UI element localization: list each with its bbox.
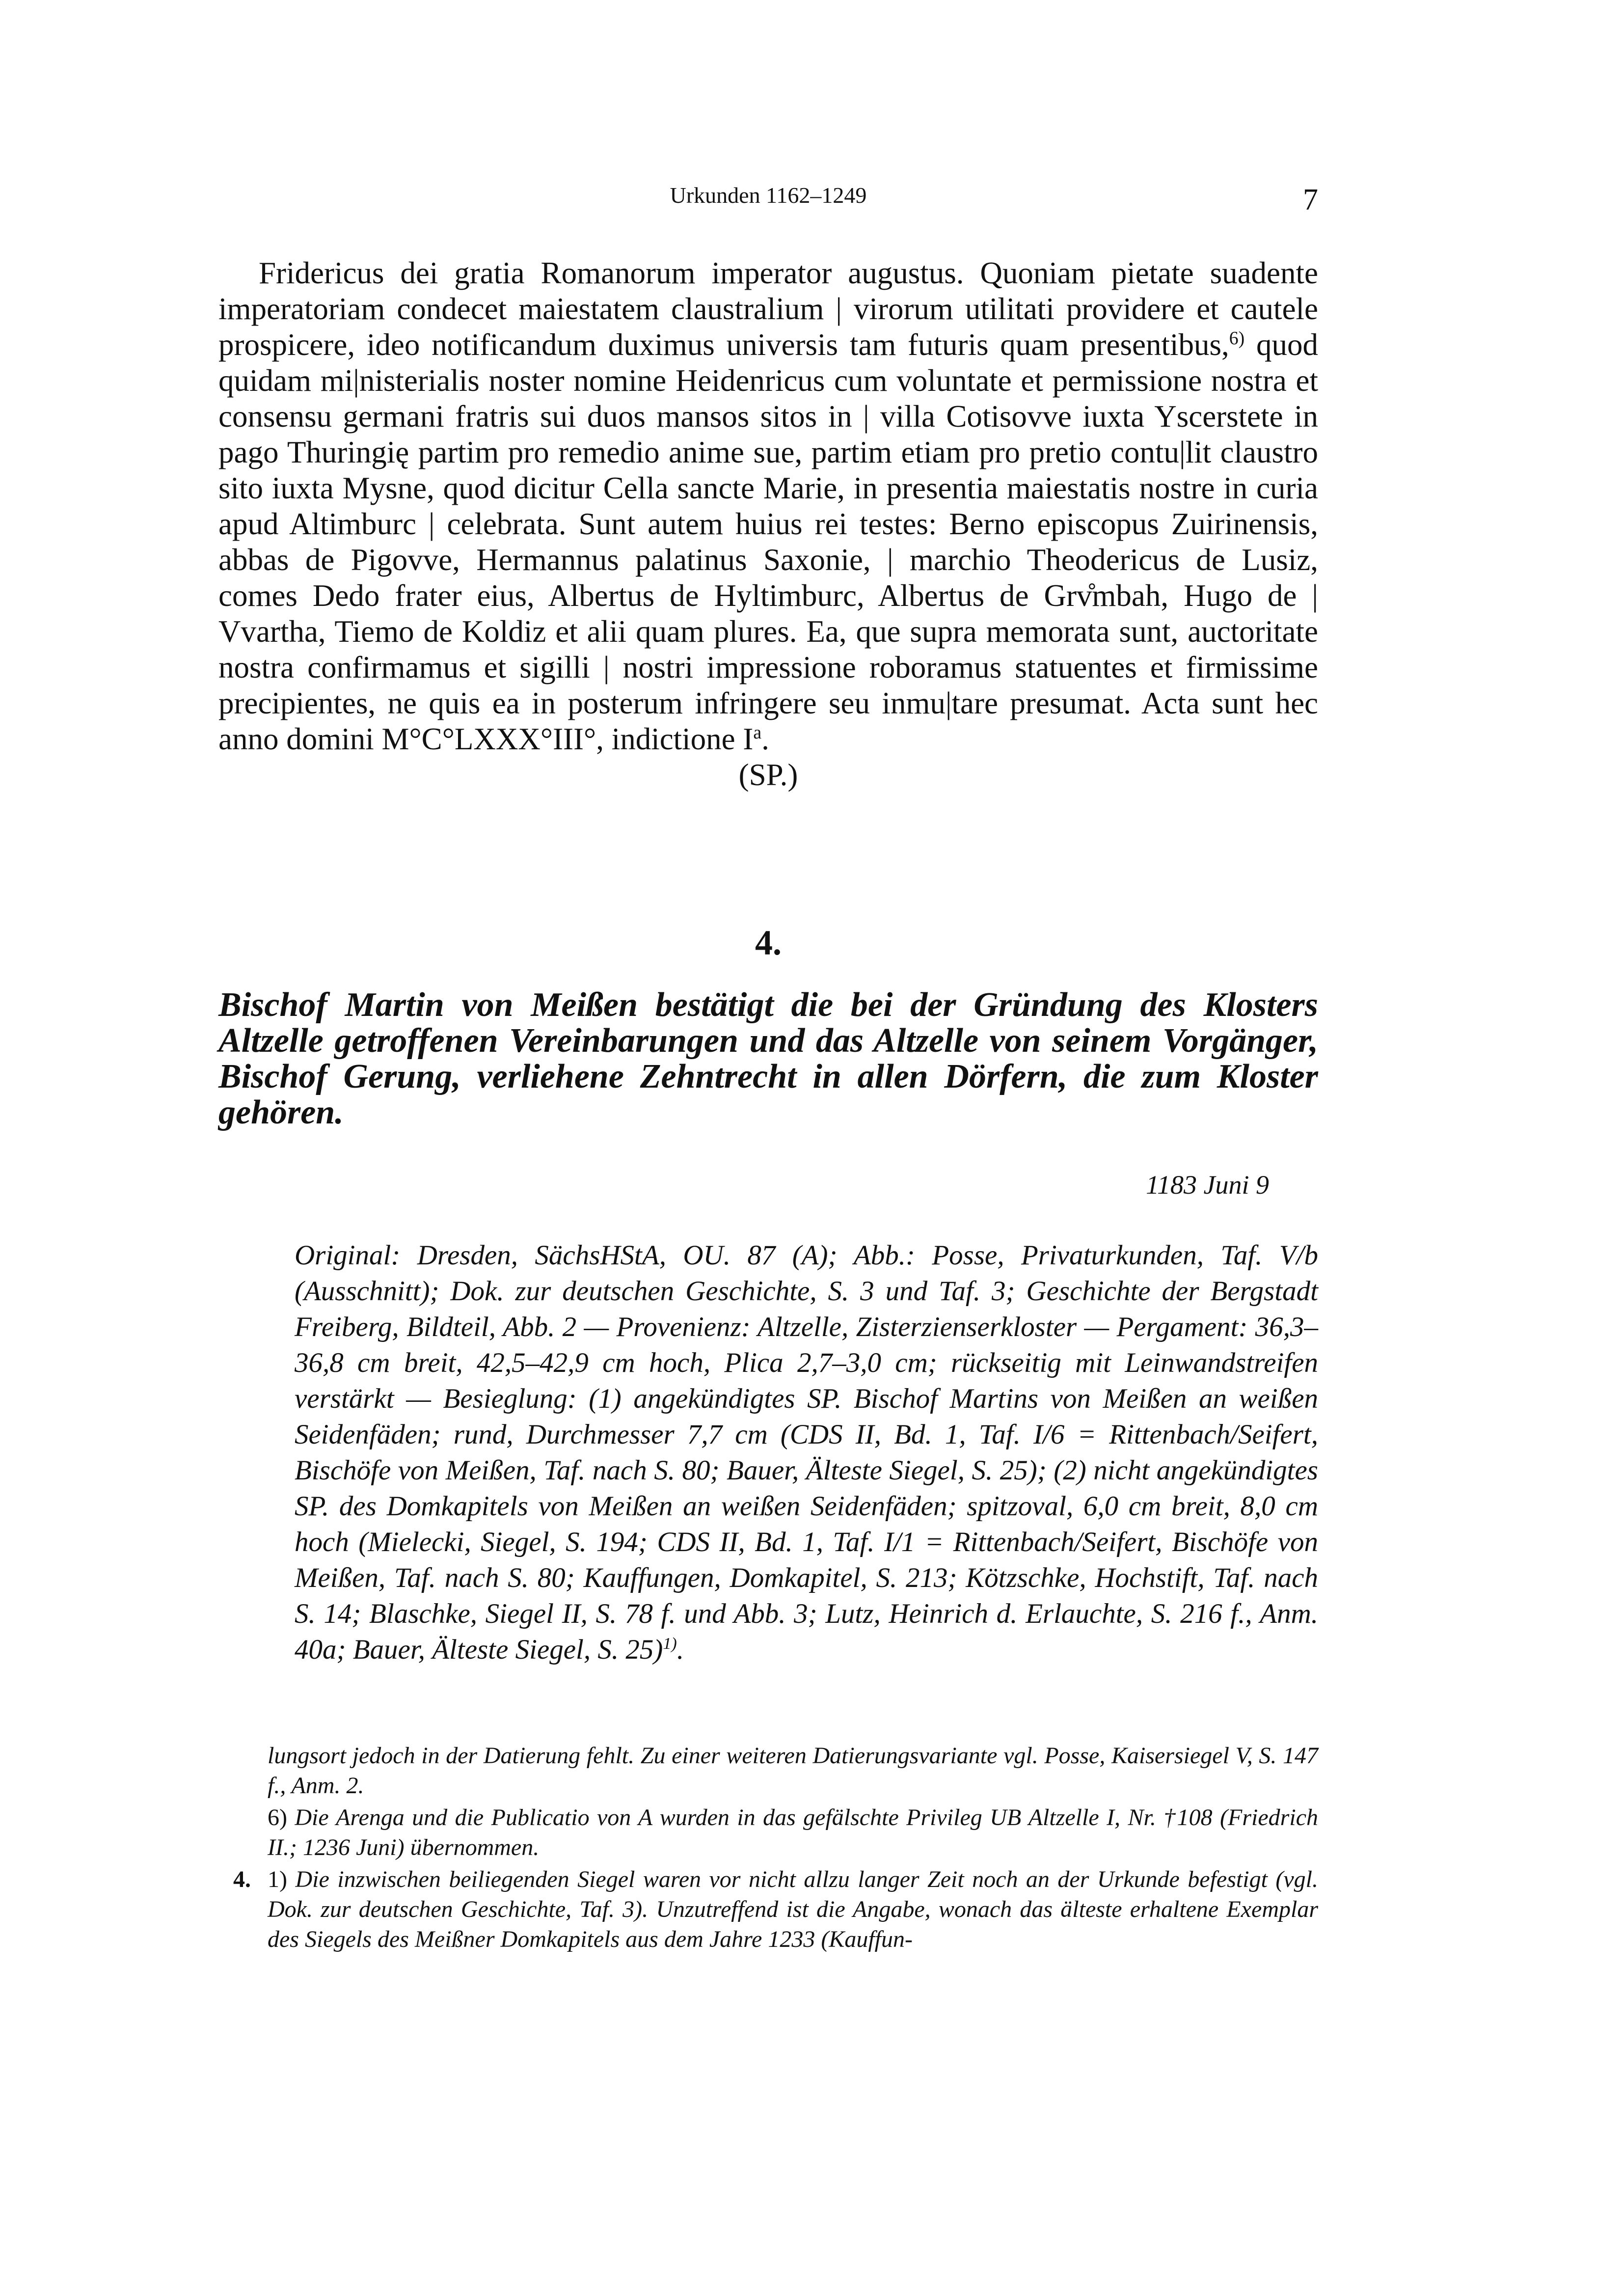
charter-text-end: . (761, 722, 769, 756)
charter-text (218, 255, 1318, 793)
seal-mark: (SP.) (738, 758, 798, 792)
header-title: Urkunden 1162–1249 (670, 183, 867, 208)
charter-text-part2: quod quidam mi|nisterialis noster nomine Heidenricus cum voluntate et permissione nostra et consensu germani fratris sui duos mansos sitos in | villa Cotisovve iuxta Yscerstete in pago Thuringię partim pro remedio anime sue, partim etiam pro pretio contu|lit claustro sito iuxta Mysne, quod dicitur Cella sancte Marie, in presentia maiestatis nostre in curia apud Altimburc | celebrata. Sunt autem huius rei testes: Berno episcopus Zuirinensis, abbas de Pigovve, Hermannus palatinus Saxonie, | marchio Theodericus de Lusiz, comes Dedo frater eius, Albertus de Hyltimburc, Albertus de Grv̊mbah, Hugo de | Vvartha, Tiemo de Koldiz et alii quam plures. Ea, que supra memorata sunt, auctoritate nostra confirmamus et sigilli | nostri impressione roboramus statuentes et firmissime precipientes, ne quis ea in posterum infringere seu inmu|tare presumat. Acta sunt hec anno domini M°C°LXXX°III°, indictione I (218, 328, 1318, 756)
document-number: 4. (755, 923, 782, 962)
apparatus-text: Original: Dresden, SächsHStA, OU. 87 (A); Abb.: Posse, Privaturkunden, Taf. V/b (Ausschnitt); Dok. zur deutschen Geschichte, S. 3 und Taf. 3; Geschichte der Bergstadt Freiberg, Bildteil, Abb. 2 — Provenienz: Altzelle, Zisterzienserkloster — Pergament: 36,3–36,8 cm breit, 42,5–42,9 cm hoch, Plica 2,7–3,0 cm; rückseitig mit Leinwandstreifen verstärkt — Besieglung: (1) angekündigtes SP. Bischof Martins von Meißen an weißen Seidenfäden; rund, Durchmesser 7,7 cm (CDS II, Bd. 1, Taf. I/6 = Rittenbach/Seifert, Bischöfe von Meißen, Taf. nach S. 80; Bauer, Älteste Siegel, S. 25); (2) nicht angekündigtes SP. des Domkapitels von Meißen an weißen Seidenfäden; spitzoval, 6,0 cm breit, 8,0 cm hoch (Mielecki, Siegel, S. 194; CDS II, Bd. 1, Taf. I/1 = Rittenbach/Seifert, Bischöfe von Meißen, Taf. nach S. 80; Kauffungen, Domkapitel, S. 213; Kötzschke, Hochstift, Taf. nach S. 14; Blaschke, Siegel II, S. 78 f. und Abb. 3; Lutz, Heinrich d. Erlauchte, S. 216 f., Anm. 40a; Bauer, Älteste Siegel, S. 25) (295, 1240, 1318, 1665)
charter-paragraph (218, 255, 1318, 757)
footnote-4-1-text: Die inzwischen beiliegenden Siegel waren vor nicht allzu langer Zeit noch an der Urkunde befestigt (vgl. Dok. zur deutschen Geschichte, Taf. 3). Unzutreffend ist die Angabe, wonach das älteste erhaltene Exemplar des Siegels des Meißner Domkapitels aus dem Jahre 1233 (Kauffun- (268, 1866, 1319, 1952)
apparatus-end: . (676, 1634, 684, 1665)
footnote-continuation: lungsort jedoch in der Datierung fehlt. Zu einer weiteren Datierungsvariante vgl. Posse, Kaisersiegel V, S. 147 f., Anm. 2. (268, 1743, 1318, 1799)
regest (218, 987, 1318, 1130)
apparatus-footnote-ref: 1) (663, 1635, 677, 1653)
footnote-6-number: 6) (268, 1804, 287, 1831)
apparatus (295, 1237, 1318, 1667)
footnote-4-1 (233, 1864, 1319, 1954)
document-date: 1183 Juni 9 (1146, 1170, 1269, 1200)
footnote-4-1-number: 1) (268, 1866, 287, 1892)
regest-text: Bischof Martin von Meißen bestätigt die bei der Gründung des Klosters Altzelle getroffenen Vereinbarungen und das Altzelle von seinem Vorgänger, Bischof Gerung, verliehene Zehntrecht in allen Dörfern, die zum Kloster gehören. (218, 986, 1318, 1131)
footnote-6-text: Die Arenga und die Publicatio von A wurden in das gefälschte Privileg UB Altzelle I, Nr. †108 (Friedrich II.; 1236 Juni) übernommen. (268, 1804, 1318, 1860)
footnote-6 (268, 1803, 1318, 1862)
indiction-superscript: a (753, 722, 762, 743)
page-number: 7 (1303, 183, 1318, 217)
charter-text-part1: Fridericus dei gratia Romanorum imperator augustus. Quoniam pietate suadente imperatoriam condecet maiestatem claustralium | virorum utilitati providere et cautele prospicere, ideo notificandum duximus universis tam futuris quam presentibus, (218, 256, 1318, 362)
footnote-doc-number: 4. (233, 1866, 251, 1892)
running-header (218, 181, 1318, 220)
footnotes (233, 1741, 1319, 1956)
footnote-ref-6: 6) (1229, 328, 1245, 349)
apparatus-paragraph (295, 1237, 1318, 1667)
